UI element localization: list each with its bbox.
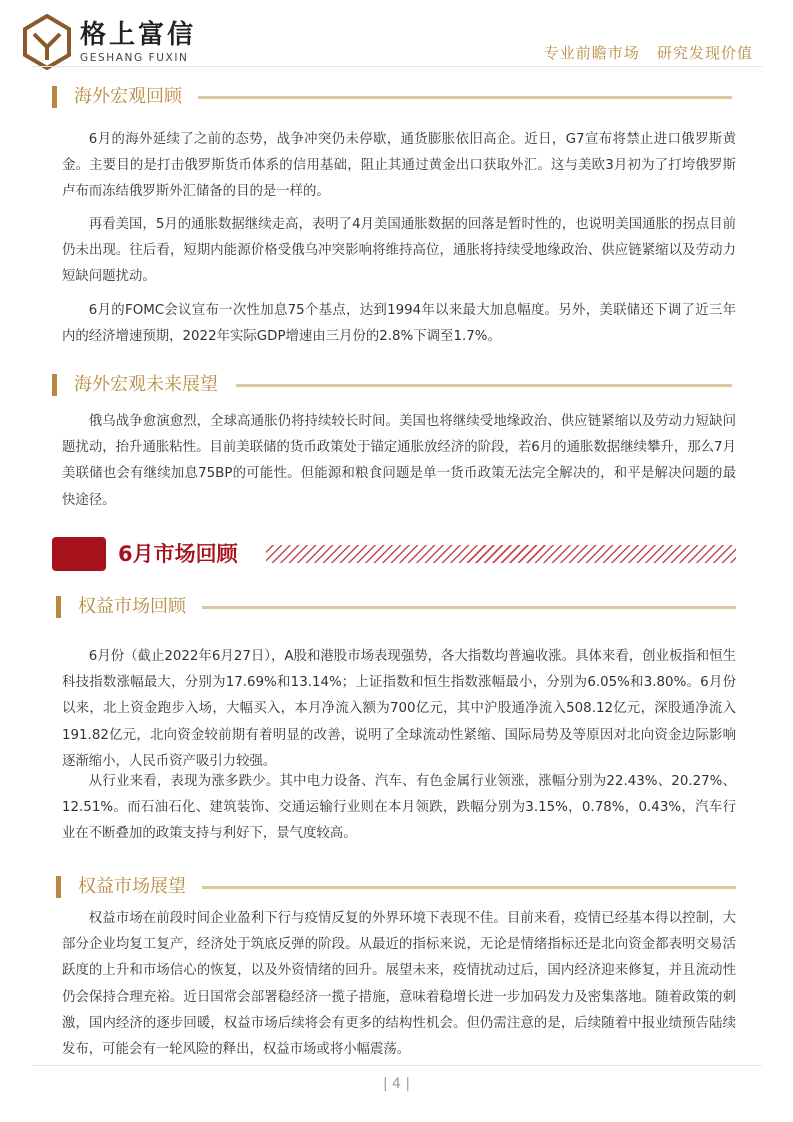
paragraph: 从行业来看，表现为涨多跌少。其中电力设备、汽车、有色金属行业领涨，涨幅分别为22.43%、20.27%、12.51%。而石油石化、建筑装饰、交通运输行业则在本月领跌，跌幅分别为3.15%，0.78%，0.43%，汽车行业在不断叠加的政策支持与利好下，景气度较高。 [62, 774, 736, 842]
section-rule [236, 384, 732, 387]
chapter-title: 6月市场回顾 [118, 542, 238, 566]
chapter-banner [52, 537, 736, 573]
geshang-logo-icon [22, 14, 72, 70]
footer-divider [32, 1065, 762, 1066]
section-rule [198, 96, 732, 99]
section-marker [56, 876, 61, 898]
section-rule [202, 886, 736, 889]
section-title: 海外宏观回顾 [74, 86, 182, 107]
section-title: 权益市场展望 [78, 876, 186, 897]
logo-chinese-name: 格上富信 [80, 20, 197, 50]
section-marker [52, 374, 57, 396]
paragraph: 俄乌战争愈演愈烈，全球高通胀仍将持续较长时间。美国也将继续受地缘政治、供应链紧缩以及劳动力短缺问题扰动，抬升通胀粘性。目前美联储的货币政策处于锚定通胀放经济的阶段，若6月的通胀数据继续攀升，那么7月美联储也会有继续加息75BP的可能性。但能源和粮食问题是单一货币政策无法完全解决的，和平是解决问题的最快途径。 [62, 414, 736, 508]
paragraph: 再看美国，5月的通胀数据继续走高，表明了4月美国通胀数据的回落是暂时性的，也说明美国通胀的拐点目前仍未出现。往后看，短期内能源价格受俄乌冲突影响将维持高位，通胀将持续受地缘政治、供应链紧缩以及劳动力短缺问题扰动。 [62, 217, 736, 285]
paragraph: 权益市场在前段时间企业盈利下行与疫情反复的外界环境下表现不佳。目前来看，疫情已经基本得以控制，大部分企业均复工复产，经济处于筑底反弹的阶段。从最近的指标来说，无论是情绪指标还是北向资金都表明交易活跃度的上升和市场信心的恢复，以及外资情绪的回升。展望未来，疫情扰动过后，国内经济迎来修复，并且流动性仍会保持合理充裕。近日国常会部署稳经济一揽子措施，意味着稳增长进一步加码发力及密集落地。随着政策的刺激，国内经济的逐步回暖，权益市场后续将会有更多的结构性机会。但仍需注意的是，后续随着中报业绩预告陆续发布，可能会有一轮风险的释出，权益市场或将小幅震荡。 [62, 911, 736, 1058]
section-marker [56, 596, 61, 618]
page-header [0, 0, 793, 78]
section-heading-overseas-macro-outlook [52, 372, 732, 398]
page-number: | 4 | [382, 1076, 411, 1092]
header-tagline: 专业前瞻市场 研究发现价值 [543, 44, 753, 62]
section-heading-equity-market-outlook [56, 874, 736, 900]
paragraph: 6月的海外延续了之前的态势，战争冲突仍未停歇，通货膨胀依旧高企。近日，G7宣布将禁止进口俄罗斯黄金。主要目的是打击俄罗斯货币体系的信用基础，阻止其通过黄金出口获取外汇。这与美欧3月初为了打垮俄罗斯卢布而冻结俄罗斯外汇储备的目的是一样的。 [62, 132, 736, 200]
paragraph: 6月的FOMC会议宣布一次性加息75个基点，达到1994年以来最大加息幅度。另外，美联储还下调了近三年内的经济增速预期，2022年实际GDP增速由三月份的2.8%下调至1.7%。 [62, 303, 736, 345]
section-rule [202, 606, 736, 609]
chapter-marker [52, 537, 106, 571]
section-heading-overseas-macro-review [52, 84, 732, 110]
header-divider [32, 66, 762, 67]
section-marker [52, 86, 57, 108]
section-title: 权益市场回顾 [78, 596, 186, 617]
section-heading-equity-market-review [56, 594, 736, 620]
chapter-hatch-decoration [266, 545, 736, 563]
logo-english-name: GESHANG FUXIN [80, 52, 189, 64]
section-title: 海外宏观未来展望 [74, 374, 218, 395]
paragraph: 6月份（截止2022年6月27日），A股和港股市场表现强势，各大指数均普遍收涨。具体来看，创业板指和恒生科技指数涨幅最大，分别为17.69%和13.14%；上证指数和恒生指数涨幅最小，分别为6.05%和3.80%。6月份以来，北上资金跑步入场，大幅买入，本月净流入额为700亿元，其中沪股通净流入508.12亿元，深股通净流入191.82亿元，北向资金较前期有着明显的改善，说明了全球流动性紧缩、国际局势及等原因对北向资金边际影响逐渐缩小，人民币资产吸引力较强。 [62, 649, 736, 769]
